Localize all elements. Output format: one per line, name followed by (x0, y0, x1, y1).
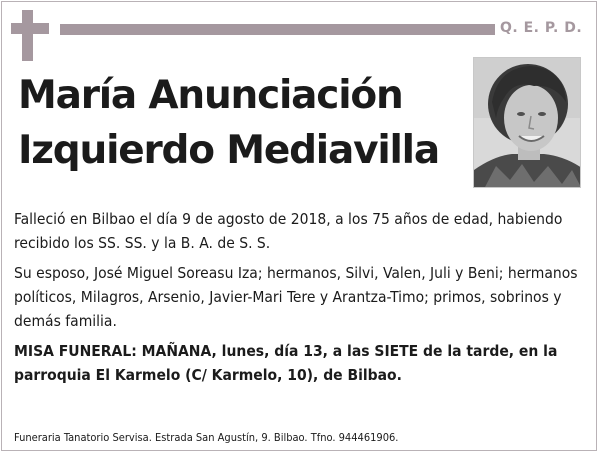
portrait-image (474, 58, 581, 188)
obituary-body (14, 207, 584, 393)
qepd-label: Q. E. P. D. (500, 20, 583, 36)
header-rule (60, 24, 495, 35)
name-line-2: Izquierdo Mediavilla (18, 128, 439, 173)
deceased-name (18, 68, 439, 178)
funeral-mass-notice: MISA FUNERAL: MAÑANA, lunes, día 13, a las SIETE de la tarde, en la parroquia El Karmelo (C/ Karmelo, 10), de Bilbao. (14, 342, 558, 384)
death-announcement: Falleció en Bilbao el día 9 de agosto de 2018, a los 75 años de edad, habiendo recibido los SS. SS. y la B. A. de S. S. (14, 210, 563, 252)
funeral-home-info: Funeraria Tanatorio Servisa. Estrada San Agustín, 9. Bilbao. Tfno. 944461906. (14, 431, 399, 444)
family-list: Su esposo, José Miguel Soreasu Iza; hermanos, Silvi, Valen, Juli y Beni; hermanos políticos, Milagros, Arsenio, Javier-Mari Tere y Arantza-Timo; primos, sobrinos y demás familia. (14, 264, 578, 330)
portrait-photo (473, 57, 581, 188)
name-line-1: María Anunciación (18, 73, 403, 118)
